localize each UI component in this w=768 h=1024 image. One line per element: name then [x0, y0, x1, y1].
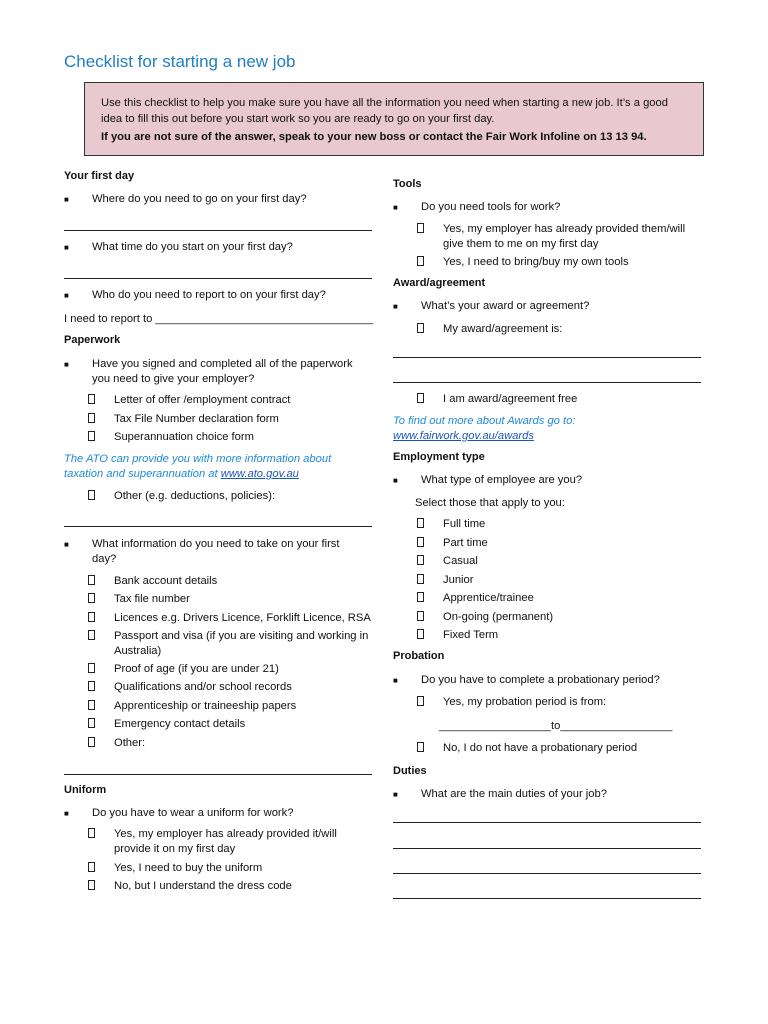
answer-line[interactable] [393, 848, 701, 849]
awards-note: To find out more about Awards go to: www.fairwork.gov.au/awards [393, 415, 576, 442]
bullet-icon: ■ [393, 676, 398, 685]
checkbox-icon[interactable] [88, 828, 95, 838]
checkbox-option[interactable]: Superannuation choice form [88, 430, 368, 445]
question-tools: ■ Do you need tools for work? [393, 201, 561, 213]
checkbox-option[interactable]: Bank account details [88, 574, 368, 589]
checkbox-option[interactable]: Yes, my employer has already provided them/will give them to me on my first day [417, 222, 703, 252]
checkbox-icon[interactable] [88, 700, 95, 710]
checkbox-icon[interactable] [88, 394, 95, 404]
question-take: ■ What information do you need to take on your first day? [64, 538, 340, 565]
page-title: Checklist for starting a new job [64, 52, 296, 71]
intro-text: Use this checklist to help you make sure you have all the information you need when starting a new job. It’s a good idea to fill this out before you start work so you are ready to go on your first day. [101, 97, 668, 125]
checkbox-option[interactable]: No, I do not have a probationary period [417, 741, 703, 756]
heading-duties: Duties [393, 765, 427, 777]
answer-line[interactable] [393, 898, 701, 899]
checkbox-option[interactable]: Other: [88, 736, 368, 751]
ato-link[interactable]: www.ato.gov.au [220, 468, 299, 480]
checkbox-icon[interactable] [88, 413, 95, 423]
answer-line[interactable] [393, 382, 701, 383]
checkbox-option[interactable]: I am award/agreement free [417, 392, 703, 407]
checkbox-icon[interactable] [88, 737, 95, 747]
answer-line[interactable] [393, 822, 701, 823]
checkbox-icon[interactable] [88, 490, 95, 500]
checkbox-option[interactable]: Yes, my probation period is from: [417, 695, 703, 710]
select-instruction: Select those that apply to you: [415, 497, 565, 509]
checkbox-icon[interactable] [88, 630, 95, 640]
checkbox-icon[interactable] [417, 742, 424, 752]
checkbox-option[interactable]: Emergency contact details [88, 717, 368, 732]
checkbox-option[interactable]: On-going (permanent) [417, 610, 697, 625]
checkbox-option[interactable]: Tax File Number declaration form [88, 412, 368, 427]
checkbox-option[interactable]: Apprentice/trainee [417, 591, 697, 606]
checkbox-icon[interactable] [417, 629, 424, 639]
checkbox-icon[interactable] [417, 574, 424, 584]
checkbox-icon[interactable] [417, 696, 424, 706]
bullet-icon: ■ [393, 203, 398, 212]
question-employment: ■ What type of employee are you? [393, 474, 583, 486]
checkbox-option[interactable]: Other (e.g. deductions, policies): [88, 489, 368, 504]
checkbox-icon[interactable] [417, 518, 424, 528]
checkbox-option[interactable]: Letter of offer /employment contract [88, 393, 368, 408]
heading-paperwork: Paperwork [64, 334, 121, 346]
checkbox-option[interactable]: Proof of age (if you are under 21) [88, 662, 368, 677]
probation-range-field[interactable]: __________________to__________________ [439, 720, 673, 732]
checkbox-option[interactable]: Licences e.g. Drivers Licence, Forklift Licence, RSA [88, 611, 378, 626]
question-report: ■ Who do you need to report to on your first day? [64, 289, 326, 301]
bullet-icon: ■ [393, 302, 398, 311]
checkbox-option[interactable]: Fixed Term [417, 628, 697, 643]
checkbox-option[interactable]: Part time [417, 536, 697, 551]
bullet-icon: ■ [393, 476, 398, 485]
checkbox-icon[interactable] [417, 537, 424, 547]
answer-line[interactable] [393, 357, 701, 358]
heading-award: Award/agreement [393, 277, 486, 289]
checkbox-option[interactable]: Junior [417, 573, 697, 588]
answer-line[interactable] [64, 526, 372, 527]
heading-tools: Tools [393, 178, 422, 190]
checkbox-option[interactable]: Tax file number [88, 592, 368, 607]
checkbox-icon[interactable] [88, 718, 95, 728]
answer-line[interactable] [64, 774, 372, 775]
question-time: ■ What time do you start on your first day? [64, 241, 293, 253]
checkbox-icon[interactable] [417, 323, 424, 333]
checkbox-icon[interactable] [88, 431, 95, 441]
checkbox-icon[interactable] [417, 592, 424, 602]
checkbox-icon[interactable] [417, 223, 424, 233]
checkbox-icon[interactable] [88, 862, 95, 872]
bullet-icon: ■ [64, 291, 69, 300]
intro-notice [84, 82, 704, 156]
checkbox-icon[interactable] [88, 681, 95, 691]
checkbox-option[interactable]: Full time [417, 517, 697, 532]
bullet-icon: ■ [64, 360, 69, 369]
ato-note: The ATO can provide you with more information about taxation and superannuation at www.ato.gov.au [64, 453, 332, 480]
bullet-icon: ■ [64, 243, 69, 252]
question-paperwork: ■ Have you signed and completed all of the paperwork you need to give your employer? [64, 358, 353, 385]
question-duties: ■ What are the main duties of your job? [393, 788, 607, 800]
checkbox-icon[interactable] [417, 393, 424, 403]
heading-probation: Probation [393, 650, 445, 662]
infoline-text: If you are not sure of the answer, speak to your new boss or contact the Fair Work Infoline on 13 13 94. [101, 131, 647, 143]
checkbox-icon[interactable] [417, 555, 424, 565]
checkbox-option[interactable]: Passport and visa (if you are visiting and working in Australia) [88, 629, 374, 659]
checkbox-icon[interactable] [88, 663, 95, 673]
checkbox-icon[interactable] [417, 611, 424, 621]
awards-link[interactable]: www.fairwork.gov.au/awards [393, 430, 534, 442]
checkbox-option[interactable]: Qualifications and/or school records [88, 680, 368, 695]
bullet-icon: ■ [393, 790, 398, 799]
report-to-field[interactable]: I need to report to ___________________________________ [64, 313, 374, 325]
checkbox-option[interactable]: Casual [417, 554, 697, 569]
checkbox-option[interactable]: No, but I understand the dress code [88, 879, 368, 894]
checkbox-icon[interactable] [88, 575, 95, 585]
heading-first-day: Your first day [64, 170, 135, 182]
answer-line[interactable] [64, 230, 372, 231]
checkbox-icon[interactable] [88, 880, 95, 890]
checkbox-option[interactable]: Yes, my employer has already provided it/will provide it on my first day [88, 827, 358, 857]
question-probation: ■ Do you have to complete a probationary period? [393, 674, 660, 686]
question-where: ■ Where do you need to go on your first day? [64, 193, 307, 205]
answer-line[interactable] [393, 873, 701, 874]
bullet-icon: ■ [64, 809, 69, 818]
checkbox-icon[interactable] [88, 612, 95, 622]
question-uniform: ■ Do you have to wear a uniform for work? [64, 807, 294, 819]
checkbox-option[interactable]: My award/agreement is: [417, 322, 703, 337]
checkbox-option[interactable]: Yes, I need to bring/buy my own tools [417, 255, 703, 270]
checkbox-option[interactable]: Apprenticeship or traineeship papers [88, 699, 368, 714]
bullet-icon: ■ [64, 195, 69, 204]
answer-line[interactable] [64, 278, 372, 279]
question-award: ■ What’s your award or agreement? [393, 300, 590, 312]
heading-employment-type: Employment type [393, 451, 485, 463]
bullet-icon: ■ [64, 540, 69, 549]
heading-uniform: Uniform [64, 784, 107, 796]
checkbox-icon[interactable] [88, 593, 95, 603]
checkbox-option[interactable]: Yes, I need to buy the uniform [88, 861, 368, 876]
checkbox-icon[interactable] [417, 256, 424, 266]
